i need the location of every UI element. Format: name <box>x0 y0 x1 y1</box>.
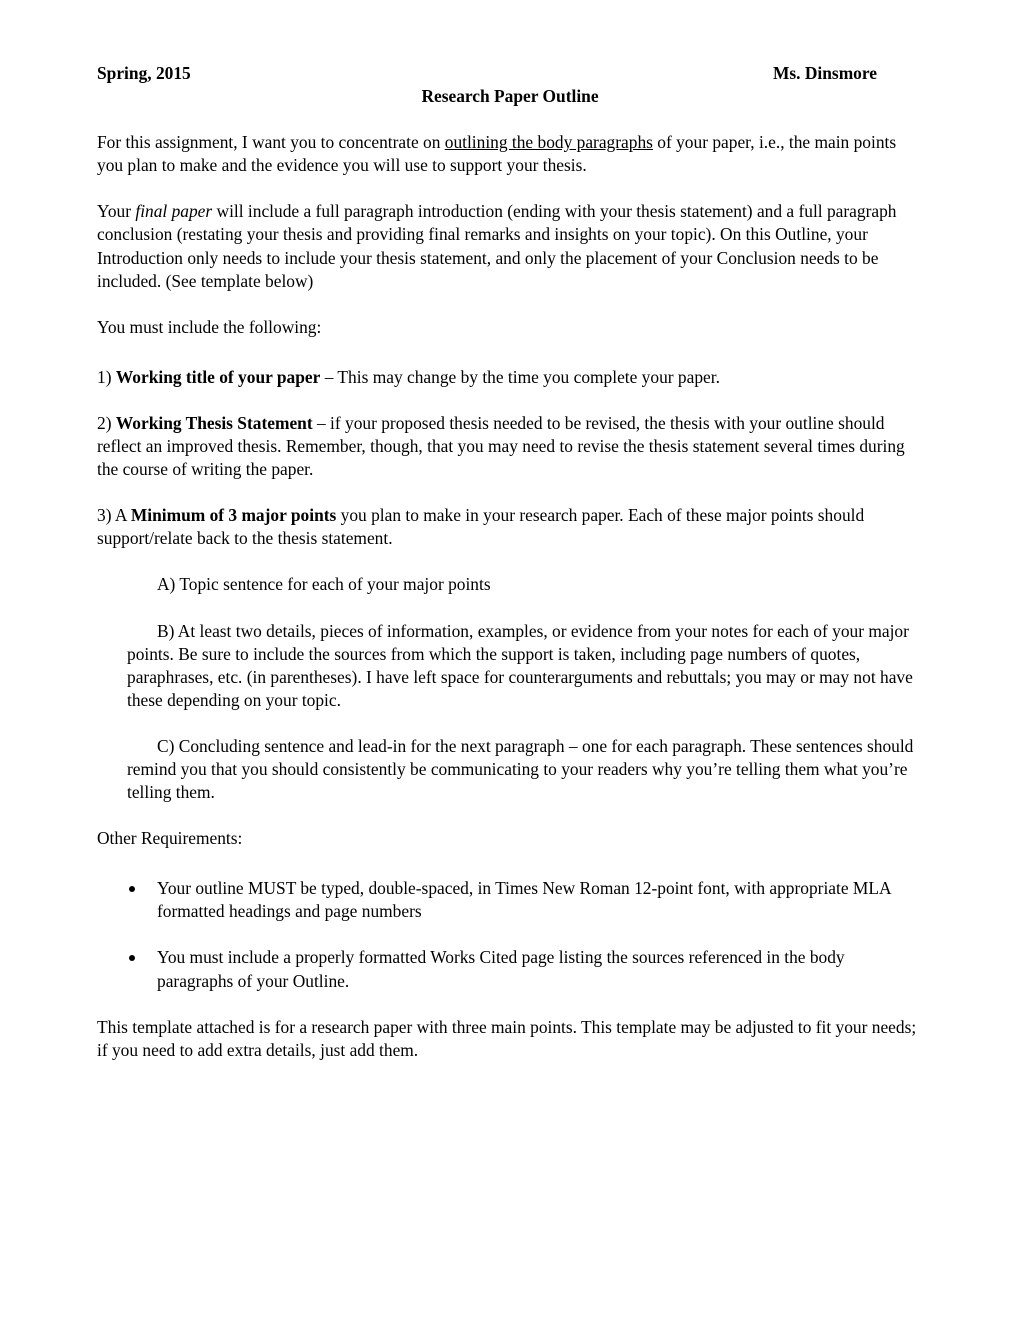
subpoint-a: A) Topic sentence for each of your major points <box>157 574 491 595</box>
term-label: Spring, 2015 <box>97 63 191 83</box>
requirement-2: 2) Working Thesis Statement – if your proposed thesis needed to be revised, the thesis with your outline should reflect an improved thesis. Remember, though, that you may need to revise the thesis statement several times during the course of writing the paper. <box>97 412 905 480</box>
list-item: You must include a properly formatted Works Cited page listing the sources referenced in the body paragraphs of your Outline. <box>97 946 923 992</box>
bullet-icon <box>129 886 135 892</box>
intro-paragraph-1: For this assignment, I want you to concentrate on outlining the body paragraphs of your paper, i.e., the main points you plan to make and the evidence you will use to support your thesis. <box>97 132 897 176</box>
subpoint-b: B) At least two details, pieces of information, examples, or evidence from your notes for each of your major points. Be sure to include the sources from which the support is taken, including page numbers of quotes, paraphrases, etc. (in parentheses). I have left space for counterarguments and rebuttals; you may or may not have these depending on your topic. <box>127 620 913 710</box>
document-page <box>97 62 923 1062</box>
requirement-3: 3) A Minimum of 3 major points you plan to make in your research paper. Each of these major points should support/relate back to the thesis statement. <box>97 505 865 549</box>
subpoint-c: C) Concluding sentence and lead-in for the next paragraph – one for each paragraph. These sentences should remind you that you should consistently be communicating to your readers why you’re telling them what you’re telling them. <box>127 735 914 803</box>
bullet-icon <box>129 955 135 961</box>
header-row <box>97 62 923 85</box>
intro-paragraph-2: Your final paper will include a full paragraph introduction (ending with your thesis statement) and a full paragraph conclusion (restating your thesis and providing final remarks and insights on your topic). On this Outline, your Introduction only needs to include your thesis statement, and only the placement of your Conclusion needs to be included. (See template below) <box>97 201 897 291</box>
list-item: Your outline MUST be typed, double-spaced, in Times New Roman 12-point font, with appropriate MLA formatted headings and page numbers <box>97 877 923 923</box>
teacher-name: Ms. Dinsmore <box>772 63 877 83</box>
italic-phrase: final paper <box>135 201 213 222</box>
underlined-phrase: outlining the body paragraphs <box>444 132 653 153</box>
requirement-1: 1) Working title of your paper – This may change by the time you complete your paper. <box>97 366 720 387</box>
document-title: Research Paper Outline <box>421 86 599 107</box>
other-requirements-heading: Other Requirements: <box>97 828 243 849</box>
other-requirements-list <box>97 877 923 992</box>
intro-paragraph-3: You must include the following: <box>97 316 322 337</box>
closing-paragraph: This template attached is for a research paper with three main points. This template may be adjusted to fit your needs; if you need to add extra details, just add them. <box>97 1016 917 1060</box>
